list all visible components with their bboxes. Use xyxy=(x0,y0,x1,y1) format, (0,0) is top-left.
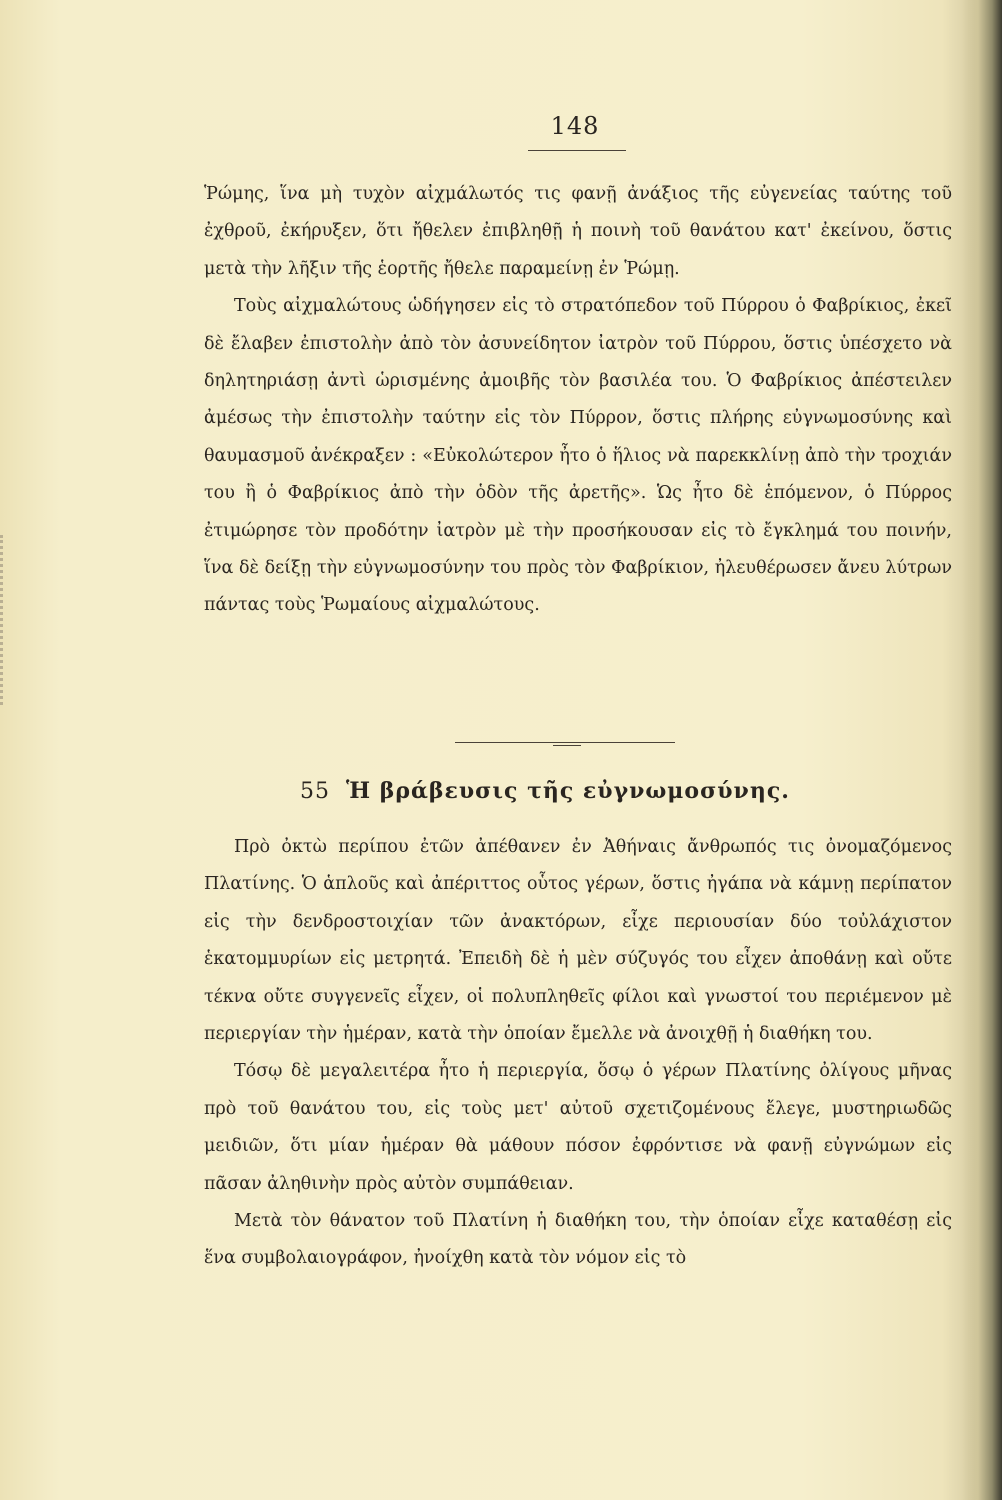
page-number: 148 xyxy=(550,112,600,140)
paragraph: Τόσῳ δὲ μεγαλειτέρα ἦτο ἡ περιεργία, ὅσῳ ὁ γέρων Πλατίνης ὀλίγους μῆνας πρὸ τοῦ θανάτου του, εἰς τοὺς μετ' αὐτοῦ σχετιζομένους ἔλεγε, μυστηριωδῶς μειδιῶν, ὅτι μίαν ἡμέραν θὰ μάθουν πόσον ἐφρόντισε νὰ φανῇ εὐγνώμων εἰς πᾶσαν ἀληθινὴν πρὸς αὐτὸν συμπάθειαν. xyxy=(204,1061,952,1194)
section-divider xyxy=(455,742,675,749)
book-spine-shadow xyxy=(962,0,1002,1500)
section-text-block xyxy=(204,829,952,1278)
margin-marks xyxy=(0,535,17,705)
section-title: Ἡ βράβευσις τῆς εὐγνωμοσύνης. xyxy=(346,778,790,804)
paragraph: Τοὺς αἰχμαλώτους ὡδήγησεν εἰς τὸ στρατόπεδον τοῦ Πύρρου ὁ Φαβρίκιος, ἐκεῖ δὲ ἔλαβεν ἐπιστολὴν ἀπὸ τὸν ἀσυνείδητον ἰατρὸν τοῦ Πύρρου, ὅστις ὑπέσχετο νὰ δηλητηριάσῃ ἀντὶ ὡρισμένης ἀμοιβῆς τὸν βασιλέα του. Ὁ Φαβρίκιος ἀπέστειλεν ἀμέσως τὴν ἐπιστολὴν ταύτην εἰς τὸν Πύρρον, ὅστις πλήρης εὐγνωμοσύνης καὶ θαυμασμοῦ ἀνέκραξεν : «Εὐκολώτερον ἦτο ὁ ἥλιος νὰ παρεκκλίνῃ ἀπὸ τὴν τροχιάν του ἢ ὁ Φαβρίκιος ἀπὸ τὴν ὁδὸν τῆς ἀρετῆς». Ὡς ἦτο δὲ ἑπόμενον, ὁ Πύρρος ἐτιμώρησε τὸν προδότην ἰατρὸν μὲ τὴν προσήκουσαν εἰς τὸ ἔγκλημά του ποινήν, ἵνα δὲ δείξῃ τὴν εὐγνωμοσύνην του πρὸς τὸν Φαβρίκιον, ἠλευθέρωσεν ἄνευ λύτρων πάντας τοὺς Ῥωμαίους αἰχμαλώτους. xyxy=(204,296,952,616)
paragraph: Ῥώμης, ἵνα μὴ τυχὸν αἰχμάλωτός τις φανῇ ἀνάξιος τῆς εὐγενείας ταύτης τοῦ ἐχθροῦ, ἐκήρυξεν, ὅτι ἤθελεν ἐπιβληθῇ ἡ ποινὴ τοῦ θανάτου κατ' ἐκείνου, ὅστις μετὰ τὴν λῆξιν τῆς ἑορτῆς ἤθελε παραμείνῃ ἐν Ῥώμῃ. xyxy=(204,184,952,279)
continued-text-block xyxy=(204,176,952,625)
section-number: 55 xyxy=(300,779,330,804)
section-heading xyxy=(300,778,900,804)
paragraph: Πρὸ ὀκτὼ περίπου ἐτῶν ἀπέθανεν ἐν Ἀθήναις ἄνθρωπός τις ὀνομαζόμενος Πλατίνης. Ὁ ἁπλοῦς καὶ ἀπέριττος οὗτος γέρων, ὅστις ἠγάπα νὰ κάμνῃ περίπατον εἰς τὴν δενδροστοιχίαν τῶν ἀνακτόρων, εἶχε περιουσίαν δύο τοὐλάχιστον ἑκατομμυρίων εἰς μετρητά. Ἐπειδὴ δὲ ἡ μὲν σύζυγός του εἶχεν ἀποθάνῃ καὶ οὔτε τέκνα οὔτε συγγενεῖς εἶχεν, οἱ πολυπληθεῖς φίλοι καὶ γνωστοί του περιέμενον μὲ περιεργίαν τὴν ἡμέραν, κατὰ τὴν ὁποίαν ἔμελλε νὰ ἀνοιχθῇ ἡ διαθήκη του. xyxy=(204,837,952,1045)
page-number-rule xyxy=(528,150,626,151)
paragraph: Μετὰ τὸν θάνατον τοῦ Πλατίνη ἡ διαθήκη του, τὴν ὁποίαν εἶχε καταθέσῃ εἰς ἕνα συμβολαιογράφον, ἠνοίχθη κατὰ τὸν νόμον εἰς τὸ xyxy=(204,1211,952,1269)
